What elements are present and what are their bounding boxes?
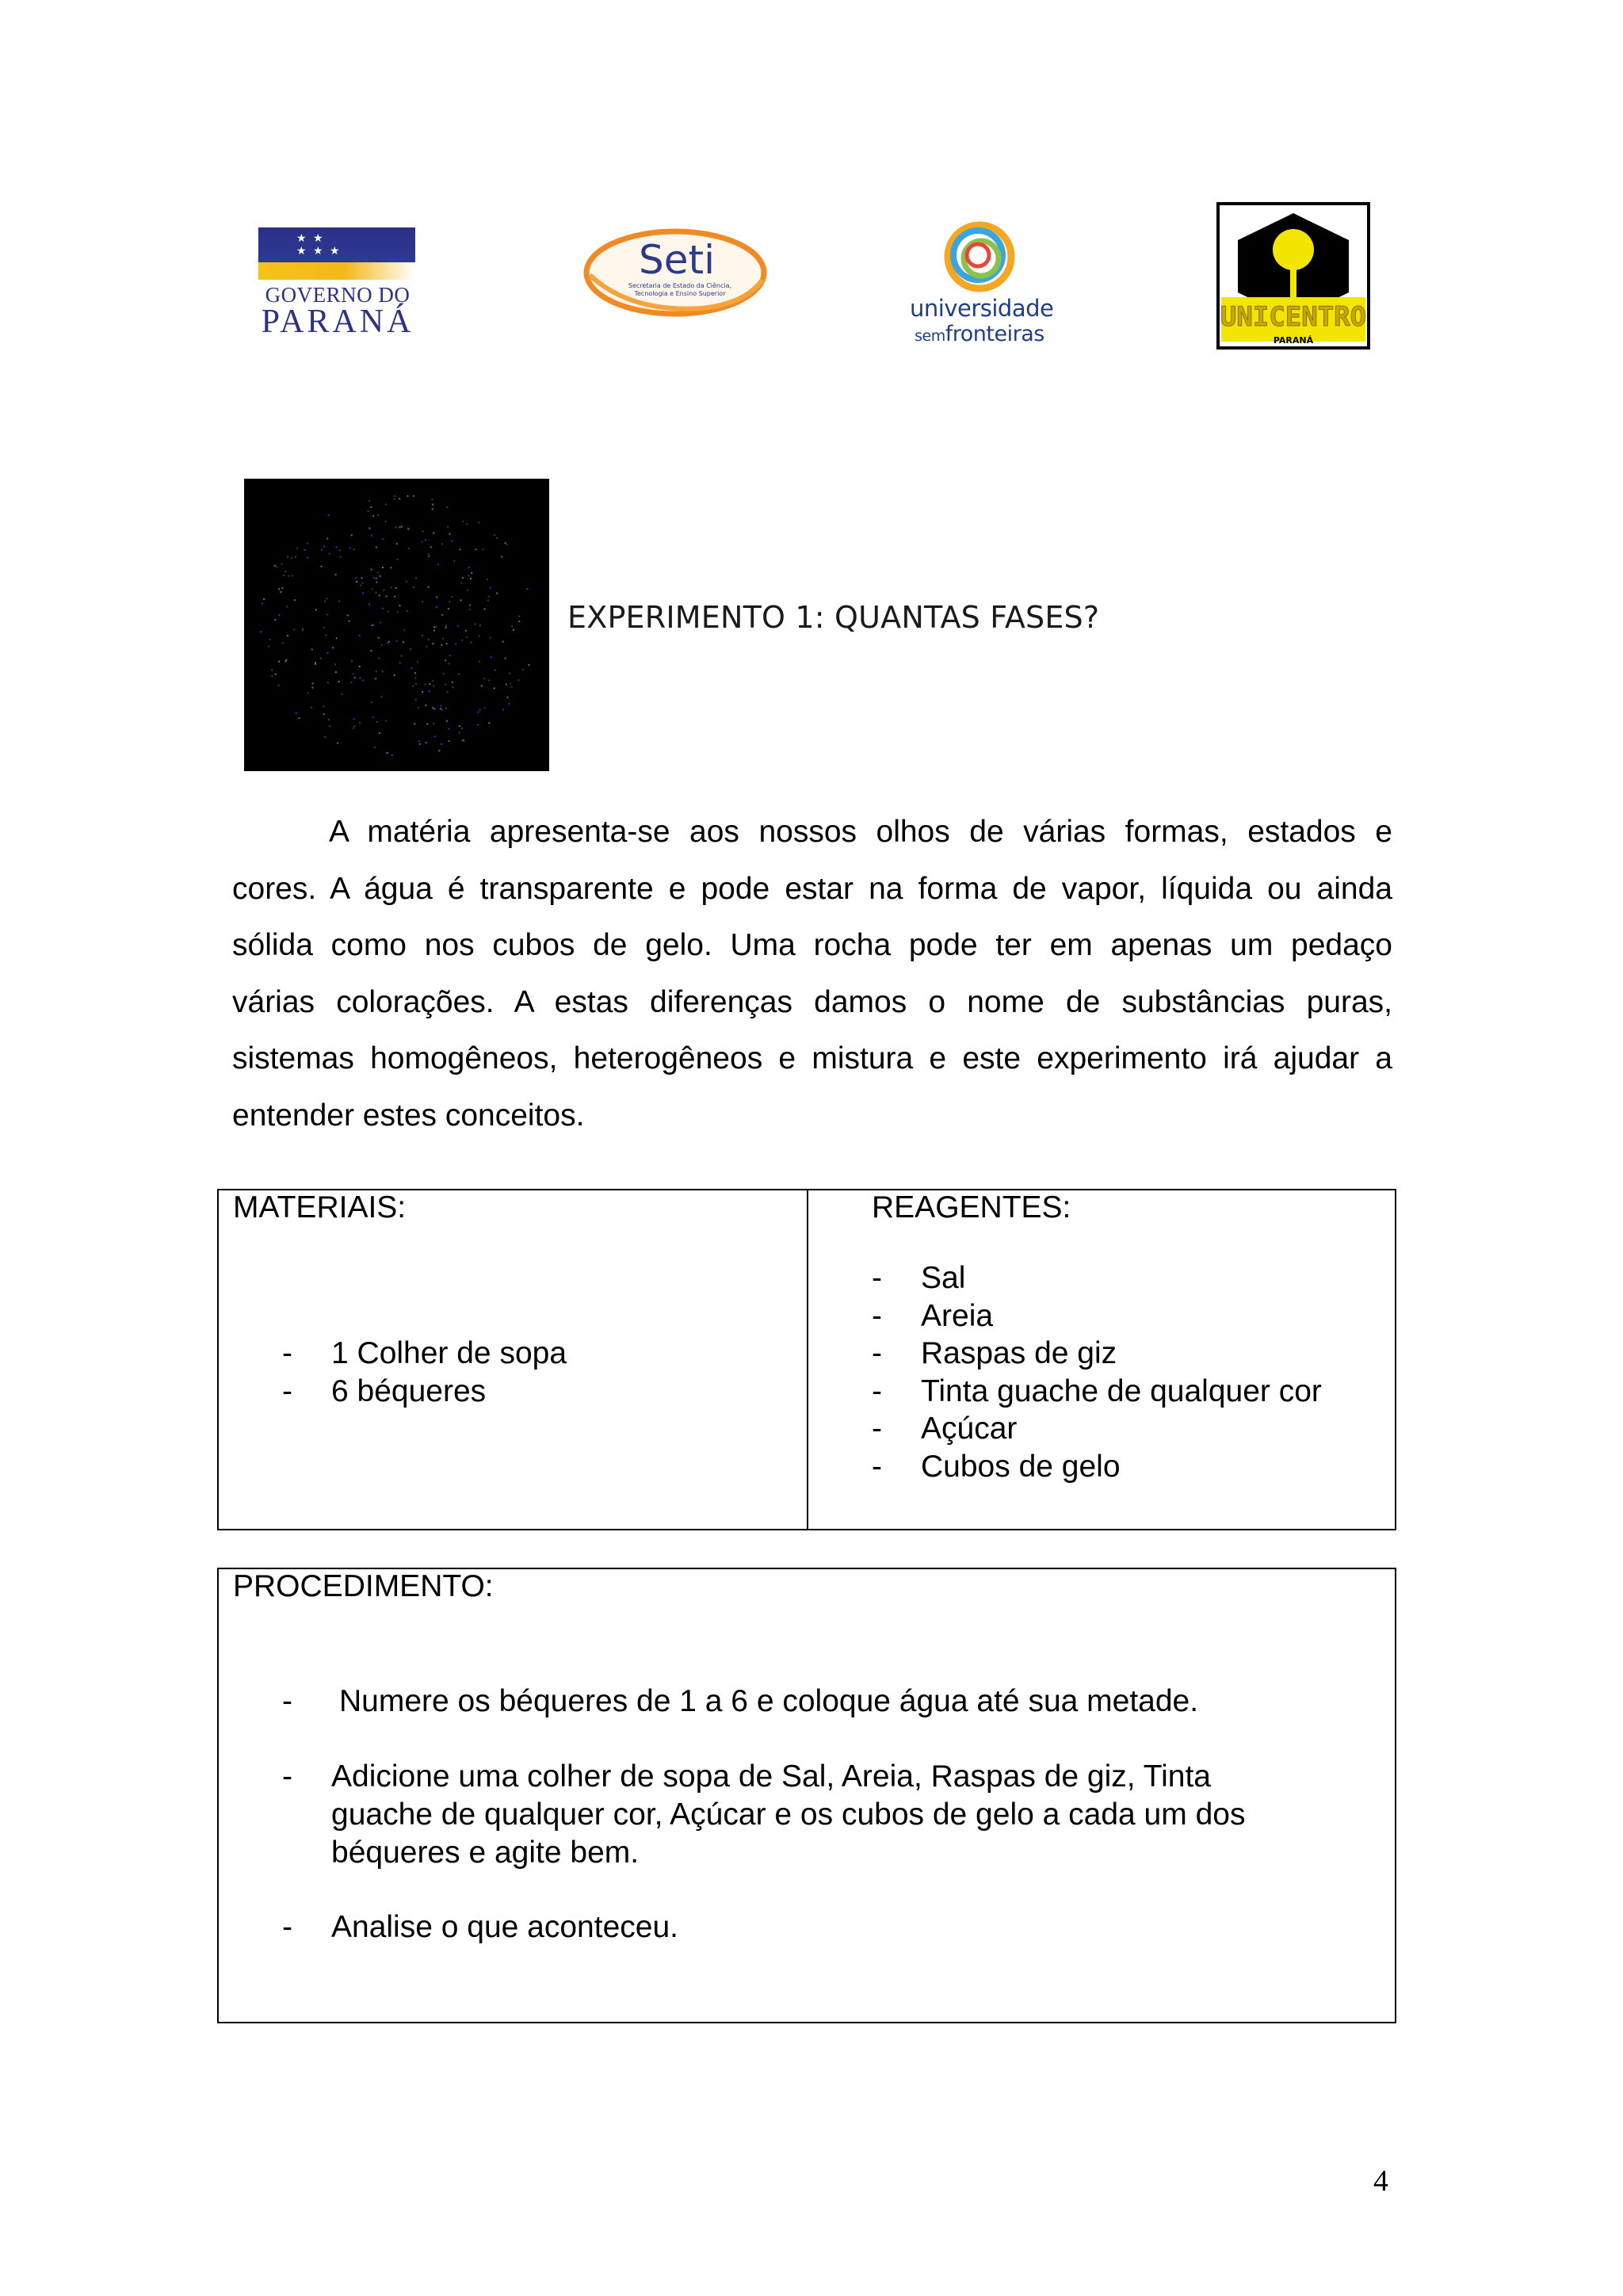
list-item: - Cubos de gelo bbox=[872, 1449, 1121, 1484]
unicentro-logo-state: PARANÁ bbox=[1273, 335, 1314, 346]
usf-logo-line2 bbox=[910, 322, 1049, 346]
parana-logo-line1: GOVERNO DO bbox=[265, 283, 411, 307]
parana-flag-graphic bbox=[258, 227, 415, 280]
procedure-header: PROCEDIMENTO: bbox=[233, 1569, 494, 1603]
list-item: - Açúcar bbox=[872, 1412, 1018, 1446]
intro-paragraph bbox=[232, 804, 1392, 1144]
list-item: - Tinta guache de qualquer cor bbox=[872, 1373, 1322, 1408]
reagents-header: REAGENTES: bbox=[872, 1190, 1071, 1224]
page-number: 4 bbox=[1373, 2164, 1388, 2198]
list-item: - Raspas de giz bbox=[872, 1336, 1117, 1370]
usf-logo-line2-main: fronteiras bbox=[945, 322, 1044, 346]
parana-logo-line2: PARANÁ bbox=[261, 304, 414, 340]
list-item: - Sal bbox=[872, 1261, 966, 1295]
procedure-table: PROCEDIMENTO: - Numere os béqueres de 1 a 6 e coloque água até sua metade. - Adicione uma colher de sopa de Sal, Areia, Raspas de giz, Tinta guache de qualquer cor, Açúcar e os cubos de gelo a cada um dos béqueres e agite bem. - Analise o que aconteceu. bbox=[217, 1568, 1396, 2023]
usf-logo-line2-prefix: sem bbox=[915, 327, 945, 345]
stars-icon: ★ ★ ★ ★ ★ bbox=[296, 232, 342, 258]
unicentro-logo-name: UNICENTRO bbox=[1220, 301, 1367, 333]
intro-line: cores. A água é transparente e pode estar na forma de vapor, líquida ou ainda bbox=[232, 871, 1392, 906]
seti-logo-tagline2: Tecnologia e Ensino Superior bbox=[634, 290, 726, 297]
seti-logo bbox=[583, 224, 767, 321]
governo-parana-logo bbox=[254, 224, 417, 351]
materials-header: MATERIAIS: bbox=[233, 1190, 407, 1224]
intro-line: A matéria apresenta-se aos nossos olhos de várias formas, estados e bbox=[329, 815, 1392, 849]
reagents-list bbox=[872, 1259, 1379, 1485]
dark-starfield-image bbox=[244, 479, 549, 771]
seti-logo-tagline1: Secretaria de Estado da Ciência, bbox=[628, 282, 732, 289]
experiment-title: EXPERIMENTO 1: QUANTAS FASES? bbox=[567, 600, 1100, 635]
list-item: - 6 béqueres bbox=[282, 1373, 487, 1408]
unicentro-logo bbox=[1216, 202, 1370, 350]
materials-reagents-table bbox=[217, 1189, 1396, 1530]
intro-line: sistemas homogêneos, heterogêneos e mistura e este experimento irá ajudar a bbox=[232, 1041, 1392, 1075]
universidade-sem-fronteiras-logo bbox=[910, 212, 1054, 353]
list-item: - Areia bbox=[872, 1298, 994, 1333]
usf-logo-line1: universidade bbox=[910, 295, 1054, 322]
seti-logo-name: Seti bbox=[639, 237, 715, 283]
intro-line: sólida como nos cubos de gelo. Uma rocha pode ter em apenas um pedaço bbox=[232, 928, 1392, 962]
materials-list bbox=[282, 1335, 758, 1410]
intro-line: entender estes conceitos. bbox=[232, 1098, 585, 1133]
intro-line: várias colorações. A estas diferenças damos o nome de substâncias puras, bbox=[232, 984, 1392, 1019]
table-divider bbox=[807, 1190, 808, 1529]
list-item: - 1 Colher de sopa bbox=[282, 1336, 567, 1370]
usf-circle-icon bbox=[910, 212, 1049, 295]
